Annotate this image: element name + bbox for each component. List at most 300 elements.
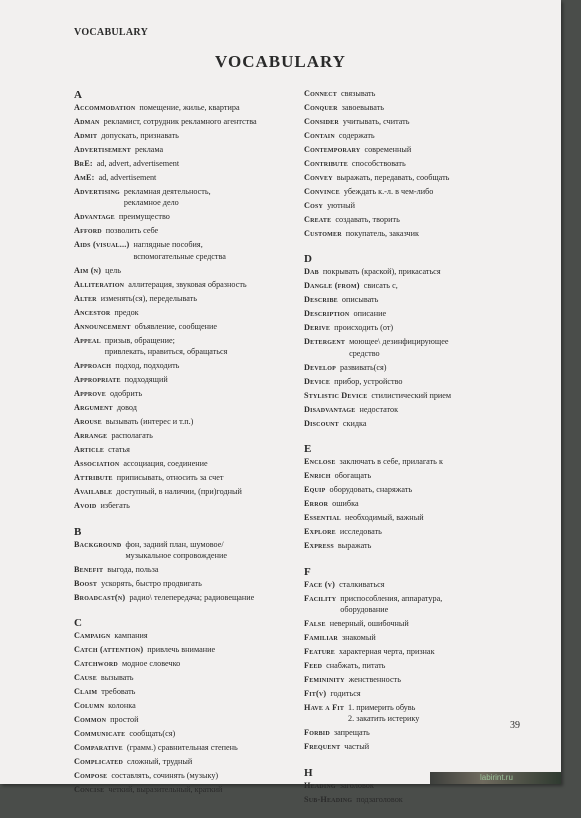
vocab-entry — [304, 322, 544, 333]
definition-line: заключать в себе, прилагать к — [339, 457, 443, 467]
vocab-definition — [128, 279, 246, 290]
vocab-term: Create — [304, 215, 332, 224]
vocab-definition — [101, 578, 202, 589]
definition-line: четкий, выразительный, краткий — [108, 785, 223, 795]
vocab-term: Approve — [74, 389, 106, 399]
vocab-definition — [117, 402, 137, 413]
vocab-definition — [342, 632, 376, 643]
vocab-entry — [74, 700, 300, 711]
section — [74, 525, 300, 604]
vocab-definition — [349, 336, 448, 359]
vocab-term: Avoid — [74, 501, 97, 511]
vocab-term: Stylistic Device — [304, 390, 368, 400]
vocab-entry — [74, 728, 300, 739]
definition-line: выражать, передавать, сообщать — [336, 173, 450, 182]
definition-line: радио\ телепередача; радиовещание — [129, 593, 255, 603]
vocab-definition — [115, 360, 179, 371]
definition-line: содержать — [338, 131, 375, 140]
vocab-definition — [122, 658, 180, 669]
vocab-term: False — [304, 619, 326, 629]
vocab-term: Aids (visual...) — [74, 240, 130, 250]
vocab-term: Facility — [304, 593, 337, 603]
vocab-term: Equip — [304, 485, 326, 495]
definition-line: помещение, жилье, квартира — [139, 103, 240, 112]
definition-line: колонка — [108, 701, 136, 711]
vocab-definition — [104, 116, 257, 127]
definition-line: 1. примерить обувь — [348, 703, 416, 713]
vocab-term: Concise — [74, 785, 105, 795]
watermark: labirint.ru — [480, 773, 513, 782]
definition-line: довод — [116, 403, 137, 413]
section — [74, 616, 300, 795]
vocab-term: Explore — [304, 527, 336, 537]
vocab-definition — [364, 144, 411, 155]
definition-line: неверный, ошибочный — [329, 619, 409, 629]
definition-line: аллитерация, звуковая образность — [128, 279, 247, 289]
vocab-entry — [304, 144, 544, 155]
vocab-definition — [101, 672, 134, 683]
vocab-entry — [74, 158, 300, 169]
definition-line: рекламист, сотрудник рекламного агентства — [103, 117, 257, 126]
vocab-entry — [74, 686, 300, 697]
vocab-term: Feed — [304, 661, 323, 671]
vocab-term: Column — [74, 701, 105, 711]
definition-line: характерная черта, признак — [338, 647, 435, 657]
vocab-entry — [74, 486, 300, 497]
vocab-term: Enclose — [304, 457, 336, 467]
section-letter: F — [304, 565, 311, 578]
vocab-term: Broadcast(n) — [74, 593, 126, 603]
vocab-definition — [114, 630, 147, 641]
vocab-term: Common — [74, 715, 107, 725]
definition-line: простой — [110, 715, 139, 725]
vocab-term: Comparative — [74, 743, 123, 753]
vocab-entry — [74, 144, 300, 155]
vocab-definition — [340, 780, 374, 791]
section-letter: H — [304, 766, 313, 779]
vocab-term: Aim (n) — [74, 265, 102, 275]
vocab-term: Detergent — [304, 337, 346, 347]
vocab-definition — [105, 265, 121, 276]
vocab-definition — [344, 741, 369, 752]
vocab-term: Feature — [304, 647, 335, 657]
running-head: VOCABULARY — [74, 27, 149, 38]
vocab-term: Conquer — [304, 103, 338, 112]
vocab-term: Argument — [74, 403, 113, 413]
vocab-entry — [74, 388, 300, 399]
vocab-entry — [304, 158, 544, 169]
vocab-definition — [105, 335, 228, 358]
vocab-term: Device — [304, 376, 331, 386]
definition-line: доступный, в наличии, (при)годный — [116, 487, 242, 497]
vocab-definition — [340, 362, 387, 373]
section — [304, 442, 544, 551]
definition-line: свисать с, — [363, 281, 398, 291]
vocab-definition — [108, 700, 136, 711]
definition-line: скидка — [342, 418, 367, 428]
vocab-entry — [74, 211, 300, 222]
definition-line: исследовать — [339, 527, 382, 537]
vocab-entry — [74, 265, 300, 276]
vocab-definition — [359, 404, 398, 415]
vocab-term: Available — [74, 487, 113, 497]
definition-line: статья — [108, 445, 130, 455]
vocab-term: Attribute — [74, 473, 113, 483]
definition-line: приспособления, аппаратура, — [340, 593, 443, 603]
section-letter: C — [74, 617, 82, 630]
definition-line: средство — [349, 348, 380, 358]
vocab-definition — [345, 512, 424, 523]
definition-line: реклама — [134, 145, 164, 154]
page-title: VOCABULARY — [215, 52, 346, 71]
definition-line: завоевывать — [341, 103, 385, 112]
vocab-term: Arouse — [74, 417, 102, 427]
vocab-entry — [304, 688, 544, 699]
vocab-entry — [74, 714, 300, 725]
definition-line: одобрить — [109, 389, 143, 399]
section-letter: B — [74, 525, 82, 538]
definition-line: предок — [114, 307, 139, 317]
vocab-entry — [304, 130, 544, 141]
vocab-entry — [304, 540, 544, 551]
vocab-entry — [304, 404, 544, 415]
vocab-entry — [304, 294, 544, 305]
vocab-entry — [304, 526, 544, 537]
vocab-term: Derive — [304, 323, 331, 333]
vocab-term: Express — [304, 541, 334, 551]
vocab-entry — [74, 472, 300, 483]
vocab-entry — [304, 512, 544, 523]
vocab-entry — [74, 630, 300, 641]
vocab-entry — [304, 727, 544, 738]
vocab-entry — [74, 225, 300, 236]
vocab-term: Develop — [304, 362, 336, 372]
definition-line: заголовок — [339, 780, 374, 790]
vocab-definition — [337, 172, 450, 183]
vocab-entry — [74, 564, 300, 575]
vocab-entry — [304, 336, 544, 359]
vocab-entry — [74, 335, 300, 358]
definition-line: описывать — [341, 295, 379, 305]
definition-line: привлечь внимание — [147, 645, 216, 655]
vocab-entry — [304, 484, 544, 495]
vocab-definition — [330, 688, 360, 699]
definition-line: необходимый, важный — [344, 513, 424, 523]
vocab-term: Forbid — [304, 728, 330, 738]
vocab-entry — [74, 672, 300, 683]
vocab-definition — [338, 540, 372, 551]
definition-line: недостаток — [359, 404, 399, 414]
vocab-term: Appropriate — [74, 375, 121, 385]
left-column — [74, 88, 300, 809]
vocab-definition — [135, 321, 217, 332]
vocab-definition — [340, 526, 382, 537]
vocab-entry — [304, 200, 544, 211]
definition-line: позволить себе — [105, 226, 159, 236]
vocab-definition — [346, 228, 419, 239]
definition-line: ad, advertisement — [98, 173, 157, 182]
vocab-entry — [304, 794, 544, 805]
vocab-definition — [339, 579, 384, 590]
definition-line: приписывать, относить за счет — [116, 473, 224, 483]
vocab-entry — [74, 307, 300, 318]
definition-line: происходить (от) — [334, 323, 394, 333]
vocab-definition — [108, 444, 130, 455]
vocab-term: Ancestor — [74, 307, 111, 317]
vocab-term: Describe — [304, 295, 338, 305]
vocab-term: Communicate — [74, 729, 126, 739]
vocab-definition — [334, 322, 393, 333]
vocab-entry — [74, 172, 300, 183]
vocab-term: Association — [74, 459, 120, 469]
definition-line: частый — [344, 742, 370, 752]
vocab-definition — [334, 727, 370, 738]
vocab-definition — [101, 130, 179, 141]
vocab-definition — [107, 564, 158, 575]
vocab-entry — [304, 618, 544, 629]
vocab-entry — [74, 374, 300, 385]
definition-line: создавать, творить — [335, 215, 400, 224]
definition-line: подход, подходить — [115, 361, 180, 371]
vocab-term: Adman — [74, 117, 100, 126]
vocab-term: Description — [304, 309, 350, 319]
vocab-entry — [304, 702, 544, 725]
vocab-entry — [304, 741, 544, 752]
section-letter: D — [304, 253, 312, 266]
vocab-definition — [97, 158, 179, 169]
section-letter: A — [74, 89, 82, 101]
vocab-term: Face (v) — [304, 579, 336, 589]
vocab-term: Appeal — [74, 335, 101, 345]
definition-line: ассоциация, соединение — [123, 459, 208, 469]
vocab-definition — [340, 456, 443, 467]
vocab-definition — [99, 172, 157, 183]
definition-line: обогащать — [334, 471, 372, 481]
vocab-term: Essential — [304, 513, 341, 523]
definition-line: объявление, сообщение — [134, 321, 218, 331]
vocab-definition — [335, 214, 399, 225]
vocab-term: Catchword — [74, 659, 118, 669]
definition-line: сложный, трудный — [127, 757, 193, 767]
vocab-definition — [332, 498, 358, 509]
vocab-term: Complicated — [74, 757, 124, 767]
vocab-term: Cosy — [304, 201, 324, 210]
vocab-entry — [304, 266, 544, 277]
definition-line: годиться — [330, 689, 361, 699]
vocab-term: AmE: — [74, 173, 95, 182]
vocab-entry — [74, 500, 300, 511]
vocab-definition — [335, 470, 371, 481]
vocab-definition — [116, 486, 242, 497]
vocab-entry — [304, 308, 544, 319]
vocab-term: Alliteration — [74, 279, 125, 289]
vocab-entry — [74, 444, 300, 455]
vocab-term: Contemporary — [304, 145, 361, 154]
vocab-definition — [342, 294, 378, 305]
vocab-term: Contain — [304, 131, 335, 140]
definition-line: запрещать — [333, 728, 370, 738]
definition-line: развивать(ся) — [339, 362, 387, 372]
definition-line: оборудовать, снаряжать — [329, 485, 413, 495]
definition-line: способствовать — [351, 159, 406, 168]
definition-line: описание — [353, 309, 387, 319]
definition-line: допускать, признавать — [101, 131, 179, 140]
vocab-definition — [125, 374, 168, 385]
vocab-term: Dangle (from) — [304, 281, 360, 291]
definition-line: требовать — [101, 687, 136, 697]
section — [304, 252, 544, 429]
vocab-definition — [334, 376, 402, 387]
vocab-definition — [125, 539, 227, 562]
vocab-entry — [304, 186, 544, 197]
vocab-definition — [344, 186, 434, 197]
vocab-definition — [111, 430, 153, 441]
vocab-term: Heading — [304, 780, 336, 790]
vocab-definition — [119, 211, 170, 222]
definition-line: 2. закатить истерику — [348, 714, 420, 724]
page-number: 39 — [510, 720, 520, 731]
vocab-definition — [139, 102, 239, 113]
vocab-entry — [74, 742, 300, 753]
definition-line: располагать — [111, 431, 153, 441]
definition-line: покрывать (краской), прикасаться — [322, 267, 441, 277]
definition-line: выгода, польза — [107, 565, 159, 575]
definition-line: стилистический прием — [371, 390, 452, 400]
vocab-term: Admit — [74, 131, 98, 140]
vocab-entry — [74, 279, 300, 290]
vocab-term: Customer — [304, 229, 342, 238]
vocab-definition — [135, 144, 163, 155]
vocab-term: Enrich — [304, 471, 331, 481]
vocab-entry — [74, 458, 300, 469]
vocab-entry — [304, 579, 544, 590]
vocab-entry — [74, 658, 300, 669]
definition-line: подходящий — [124, 375, 168, 385]
vocab-entry — [304, 418, 544, 429]
vocab-definition — [348, 702, 419, 725]
section — [304, 88, 544, 239]
vocab-definition — [114, 307, 138, 318]
vocab-term: BrE: — [74, 159, 93, 168]
vocab-entry — [74, 102, 300, 113]
vocab-definition — [106, 416, 194, 427]
definition-line: знакомый — [341, 633, 376, 643]
definition-line: музыкальное сопровождение — [125, 551, 227, 561]
vocab-term: Fit(v) — [304, 689, 327, 699]
definition-line: привлекать, нравиться, обращаться — [104, 347, 228, 357]
vocab-definition — [129, 592, 254, 603]
vocab-term: Article — [74, 445, 105, 455]
definition-line: призыв, обращение; — [104, 335, 175, 345]
vocab-entry — [304, 470, 544, 481]
definition-line: учитывать, считать — [342, 117, 410, 126]
definition-line: рекламная деятельность, — [123, 187, 211, 196]
vocab-term: Dab — [304, 267, 319, 277]
vocab-definition — [133, 239, 225, 262]
vocab-definition — [108, 784, 222, 795]
definition-line: составлять, сочинять (музыку) — [111, 771, 219, 781]
vocab-term: Have a Fit — [304, 703, 345, 713]
vocab-term: Afford — [74, 226, 102, 236]
vocab-definition — [349, 674, 401, 685]
section-letter: E — [304, 443, 312, 456]
vocab-term: Announcement — [74, 321, 131, 331]
vocab-entry — [304, 228, 544, 239]
vocab-entry — [304, 593, 544, 616]
vocab-term: Alter — [74, 293, 97, 303]
vocab-definition — [356, 794, 403, 805]
vocab-term: Discount — [304, 418, 339, 428]
definition-line: ad, advert, advertisement — [96, 159, 180, 168]
definition-line: рекламное дело — [123, 198, 179, 208]
vocab-term: Convey — [304, 173, 333, 182]
vocab-entry — [74, 321, 300, 332]
vocab-term: Error — [304, 499, 329, 509]
vocab-term: Boost — [74, 579, 98, 589]
vocab-term: Connect — [304, 89, 337, 98]
vocab-definition — [124, 186, 211, 209]
definition-line: кампания — [114, 631, 148, 641]
vocab-entry — [304, 116, 544, 127]
vocab-term: Accommodation — [74, 103, 136, 112]
vocab-entry — [74, 539, 300, 562]
definition-line: избегать — [100, 501, 130, 511]
vocab-entry — [74, 756, 300, 767]
vocab-term: Compose — [74, 771, 108, 781]
vocab-entry — [304, 660, 544, 671]
vocab-definition — [111, 770, 218, 781]
section — [304, 565, 544, 753]
definition-line: ошибка — [332, 499, 359, 509]
definition-line: моющее\ дезинфицирующее — [349, 337, 449, 347]
vocab-term: Femininity — [304, 675, 345, 685]
definition-line: фон, задний план, шумовое/ — [125, 539, 224, 549]
vocab-definition — [341, 88, 375, 99]
vocab-term: Approach — [74, 361, 112, 371]
vocab-definition — [323, 266, 441, 277]
vocab-entry — [304, 362, 544, 373]
vocab-definition — [339, 646, 435, 657]
vocab-term: Familiar — [304, 633, 338, 643]
vocab-definition — [371, 390, 451, 401]
vocab-term: Background — [74, 539, 122, 549]
vocab-term: Benefit — [74, 565, 104, 575]
vocab-entry — [304, 102, 544, 113]
vocab-term: Frequent — [304, 742, 341, 752]
vocab-entry — [74, 293, 300, 304]
definition-line: вызывать — [100, 673, 134, 683]
definition-line: преимущество — [118, 212, 170, 222]
vocab-entry — [74, 130, 300, 141]
definition-line: оборудование — [340, 605, 389, 615]
vocab-definition — [353, 308, 386, 319]
definition-line: (грамм.) сравнительная степень — [126, 743, 238, 753]
definition-line: сообщать(ся) — [129, 729, 176, 739]
vocab-definition — [327, 200, 355, 211]
definition-line: сталкиваться — [339, 579, 385, 589]
definition-line: модное словечко — [121, 659, 181, 669]
vocab-definition — [123, 458, 207, 469]
vocab-definition — [101, 686, 135, 697]
vocab-entry — [74, 402, 300, 413]
vocab-entry — [304, 88, 544, 99]
vocab-term: Disadvantage — [304, 404, 356, 414]
vocab-definition — [127, 756, 192, 767]
definition-line: покупатель, заказчик — [345, 229, 420, 238]
vocab-entry — [74, 116, 300, 127]
vocab-entry — [74, 430, 300, 441]
vocab-definition — [329, 484, 412, 495]
